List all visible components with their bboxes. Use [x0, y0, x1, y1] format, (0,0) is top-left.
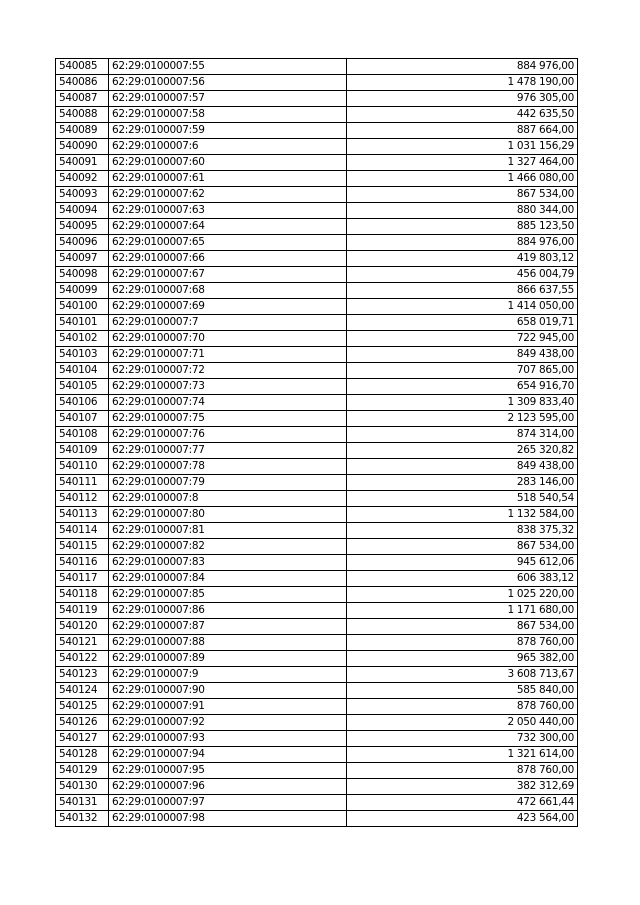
cadastral-number-cell: 62:29:0100007:9	[109, 667, 347, 683]
cadastral-value-cell: 423 564,00	[347, 811, 578, 827]
cadastral-value-cell: 867 534,00	[347, 619, 578, 635]
cadastral-number-cell: 62:29:0100007:55	[109, 59, 347, 75]
cadastral-number-cell: 62:29:0100007:7	[109, 315, 347, 331]
table-row	[56, 187, 578, 203]
row-number-cell: 540092	[56, 171, 109, 187]
row-number-cell: 540114	[56, 523, 109, 539]
cadastral-number-cell: 62:29:0100007:65	[109, 235, 347, 251]
cadastral-number-cell: 62:29:0100007:71	[109, 347, 347, 363]
cadastral-number-cell: 62:29:0100007:61	[109, 171, 347, 187]
row-number-cell: 540095	[56, 219, 109, 235]
cadastral-number-cell: 62:29:0100007:97	[109, 795, 347, 811]
row-number-cell: 540102	[56, 331, 109, 347]
cadastral-value-cell: 887 664,00	[347, 123, 578, 139]
table-row	[56, 123, 578, 139]
table-row	[56, 795, 578, 811]
cadastral-value-cell: 849 438,00	[347, 459, 578, 475]
row-number-cell: 540101	[56, 315, 109, 331]
row-number-cell: 540097	[56, 251, 109, 267]
cadastral-number-cell: 62:29:0100007:57	[109, 91, 347, 107]
cadastral-value-cell: 658 019,71	[347, 315, 578, 331]
cadastral-number-cell: 62:29:0100007:75	[109, 411, 347, 427]
row-number-cell: 540109	[56, 443, 109, 459]
table-row	[56, 555, 578, 571]
cadastral-number-cell: 62:29:0100007:91	[109, 699, 347, 715]
table-row	[56, 523, 578, 539]
row-number-cell: 540085	[56, 59, 109, 75]
table-row	[56, 267, 578, 283]
table-row	[56, 315, 578, 331]
cadastral-value-cell: 878 760,00	[347, 699, 578, 715]
table-row	[56, 651, 578, 667]
cadastral-number-cell: 62:29:0100007:92	[109, 715, 347, 731]
cadastral-number-cell: 62:29:0100007:64	[109, 219, 347, 235]
cadastral-value-cell: 2 050 440,00	[347, 715, 578, 731]
row-number-cell: 540119	[56, 603, 109, 619]
cadastral-value-cell: 1 414 050,00	[347, 299, 578, 315]
table-row	[56, 459, 578, 475]
cadastral-value-cell: 880 344,00	[347, 203, 578, 219]
cadastral-number-cell: 62:29:0100007:96	[109, 779, 347, 795]
table-row	[56, 731, 578, 747]
table-row	[56, 715, 578, 731]
table-row	[56, 747, 578, 763]
cadastral-number-cell: 62:29:0100007:88	[109, 635, 347, 651]
table-row	[56, 91, 578, 107]
row-number-cell: 540113	[56, 507, 109, 523]
table-row	[56, 491, 578, 507]
cadastral-number-cell: 62:29:0100007:66	[109, 251, 347, 267]
cadastral-value-cell: 419 803,12	[347, 251, 578, 267]
row-number-cell: 540120	[56, 619, 109, 635]
row-number-cell: 540108	[56, 427, 109, 443]
table-row	[56, 475, 578, 491]
cadastral-number-cell: 62:29:0100007:62	[109, 187, 347, 203]
table-row	[56, 443, 578, 459]
cadastral-value-cell: 722 945,00	[347, 331, 578, 347]
cadastral-value-cell: 1 132 584,00	[347, 507, 578, 523]
cadastral-number-cell: 62:29:0100007:70	[109, 331, 347, 347]
cadastral-value-cell: 1 171 680,00	[347, 603, 578, 619]
table-row	[56, 331, 578, 347]
cadastral-number-cell: 62:29:0100007:56	[109, 75, 347, 91]
table-row	[56, 171, 578, 187]
cadastral-value-cell: 1 466 080,00	[347, 171, 578, 187]
cadastral-value-cell: 732 300,00	[347, 731, 578, 747]
row-number-cell: 540088	[56, 107, 109, 123]
cadastral-value-cell: 283 146,00	[347, 475, 578, 491]
table-row	[56, 667, 578, 683]
table-row	[56, 763, 578, 779]
cadastral-value-cell: 3 608 713,67	[347, 667, 578, 683]
table-row	[56, 571, 578, 587]
cadastral-number-cell: 62:29:0100007:78	[109, 459, 347, 475]
cadastral-number-cell: 62:29:0100007:85	[109, 587, 347, 603]
row-number-cell: 540106	[56, 395, 109, 411]
table-row	[56, 411, 578, 427]
table-body	[56, 59, 578, 827]
row-number-cell: 540103	[56, 347, 109, 363]
cadastral-value-cell: 838 375,32	[347, 523, 578, 539]
cadastral-number-cell: 62:29:0100007:6	[109, 139, 347, 155]
cadastral-number-cell: 62:29:0100007:93	[109, 731, 347, 747]
table-row	[56, 219, 578, 235]
cadastral-number-cell: 62:29:0100007:84	[109, 571, 347, 587]
table-row	[56, 539, 578, 555]
row-number-cell: 540129	[56, 763, 109, 779]
cadastral-number-cell: 62:29:0100007:72	[109, 363, 347, 379]
row-number-cell: 540110	[56, 459, 109, 475]
cadastral-value-cell: 442 635,50	[347, 107, 578, 123]
cadastral-number-cell: 62:29:0100007:79	[109, 475, 347, 491]
cadastral-number-cell: 62:29:0100007:69	[109, 299, 347, 315]
row-number-cell: 540127	[56, 731, 109, 747]
cadastral-number-cell: 62:29:0100007:77	[109, 443, 347, 459]
table-row	[56, 379, 578, 395]
cadastral-value-cell: 518 540,54	[347, 491, 578, 507]
table-row	[56, 507, 578, 523]
row-number-cell: 540089	[56, 123, 109, 139]
cadastral-value-cell: 878 760,00	[347, 763, 578, 779]
row-number-cell: 540093	[56, 187, 109, 203]
table-row	[56, 299, 578, 315]
cadastral-value-cell: 1 321 614,00	[347, 747, 578, 763]
row-number-cell: 540125	[56, 699, 109, 715]
cadastral-value-cell: 965 382,00	[347, 651, 578, 667]
table-row	[56, 603, 578, 619]
row-number-cell: 540098	[56, 267, 109, 283]
cadastral-value-cell: 867 534,00	[347, 539, 578, 555]
cadastral-value-cell: 1 327 464,00	[347, 155, 578, 171]
cadastral-value-cell: 1 309 833,40	[347, 395, 578, 411]
row-number-cell: 540132	[56, 811, 109, 827]
cadastral-number-cell: 62:29:0100007:86	[109, 603, 347, 619]
table-row	[56, 427, 578, 443]
cadastral-value-cell: 472 661,44	[347, 795, 578, 811]
cadastral-number-cell: 62:29:0100007:67	[109, 267, 347, 283]
row-number-cell: 540086	[56, 75, 109, 91]
table-row	[56, 235, 578, 251]
cadastral-number-cell: 62:29:0100007:60	[109, 155, 347, 171]
row-number-cell: 540124	[56, 683, 109, 699]
cadastral-number-cell: 62:29:0100007:68	[109, 283, 347, 299]
cadastral-number-cell: 62:29:0100007:98	[109, 811, 347, 827]
cadastral-number-cell: 62:29:0100007:83	[109, 555, 347, 571]
row-number-cell: 540090	[56, 139, 109, 155]
row-number-cell: 540117	[56, 571, 109, 587]
cadastral-value-cell: 885 123,50	[347, 219, 578, 235]
row-number-cell: 540130	[56, 779, 109, 795]
cadastral-value-cell: 874 314,00	[347, 427, 578, 443]
row-number-cell: 540122	[56, 651, 109, 667]
cadastral-number-cell: 62:29:0100007:74	[109, 395, 347, 411]
row-number-cell: 540131	[56, 795, 109, 811]
cadastral-number-cell: 62:29:0100007:76	[109, 427, 347, 443]
row-number-cell: 540121	[56, 635, 109, 651]
cadastral-value-cell: 884 976,00	[347, 59, 578, 75]
table-row	[56, 683, 578, 699]
row-number-cell: 540105	[56, 379, 109, 395]
cadastral-value-cell: 878 760,00	[347, 635, 578, 651]
table-row	[56, 363, 578, 379]
table-row	[56, 59, 578, 75]
cadastral-number-cell: 62:29:0100007:58	[109, 107, 347, 123]
table-row	[56, 75, 578, 91]
cadastral-number-cell: 62:29:0100007:73	[109, 379, 347, 395]
cadastral-value-cell: 2 123 595,00	[347, 411, 578, 427]
table-row	[56, 107, 578, 123]
cadastral-number-cell: 62:29:0100007:95	[109, 763, 347, 779]
cadastral-value-cell: 606 383,12	[347, 571, 578, 587]
row-number-cell: 540087	[56, 91, 109, 107]
cadastral-value-cell: 884 976,00	[347, 235, 578, 251]
cadastral-value-table	[55, 58, 578, 827]
row-number-cell: 540096	[56, 235, 109, 251]
table-row	[56, 347, 578, 363]
cadastral-number-cell: 62:29:0100007:89	[109, 651, 347, 667]
cadastral-number-cell: 62:29:0100007:59	[109, 123, 347, 139]
cadastral-value-cell: 265 320,82	[347, 443, 578, 459]
cadastral-value-cell: 654 916,70	[347, 379, 578, 395]
row-number-cell: 540091	[56, 155, 109, 171]
cadastral-value-cell: 976 305,00	[347, 91, 578, 107]
cadastral-number-cell: 62:29:0100007:8	[109, 491, 347, 507]
row-number-cell: 540123	[56, 667, 109, 683]
table-row	[56, 251, 578, 267]
row-number-cell: 540128	[56, 747, 109, 763]
table-row	[56, 811, 578, 827]
cadastral-value-cell: 1 478 190,00	[347, 75, 578, 91]
row-number-cell: 540116	[56, 555, 109, 571]
row-number-cell: 540118	[56, 587, 109, 603]
cadastral-number-cell: 62:29:0100007:81	[109, 523, 347, 539]
cadastral-number-cell: 62:29:0100007:80	[109, 507, 347, 523]
cadastral-value-cell: 849 438,00	[347, 347, 578, 363]
cadastral-value-cell: 382 312,69	[347, 779, 578, 795]
row-number-cell: 540100	[56, 299, 109, 315]
cadastral-value-cell: 1 031 156,29	[347, 139, 578, 155]
row-number-cell: 540107	[56, 411, 109, 427]
cadastral-number-cell: 62:29:0100007:63	[109, 203, 347, 219]
row-number-cell: 540104	[56, 363, 109, 379]
cadastral-value-cell: 867 534,00	[347, 187, 578, 203]
cadastral-number-cell: 62:29:0100007:90	[109, 683, 347, 699]
cadastral-value-cell: 866 637,55	[347, 283, 578, 299]
table-row	[56, 155, 578, 171]
cadastral-number-cell: 62:29:0100007:82	[109, 539, 347, 555]
table-row	[56, 395, 578, 411]
cadastral-value-cell: 585 840,00	[347, 683, 578, 699]
cadastral-value-cell: 945 612,06	[347, 555, 578, 571]
table-row	[56, 699, 578, 715]
table-row	[56, 587, 578, 603]
table-row	[56, 779, 578, 795]
row-number-cell: 540099	[56, 283, 109, 299]
row-number-cell: 540126	[56, 715, 109, 731]
row-number-cell: 540112	[56, 491, 109, 507]
cadastral-value-cell: 1 025 220,00	[347, 587, 578, 603]
table-row	[56, 203, 578, 219]
row-number-cell: 540094	[56, 203, 109, 219]
row-number-cell: 540111	[56, 475, 109, 491]
cadastral-number-cell: 62:29:0100007:94	[109, 747, 347, 763]
cadastral-value-cell: 456 004,79	[347, 267, 578, 283]
cadastral-number-cell: 62:29:0100007:87	[109, 619, 347, 635]
table-row	[56, 619, 578, 635]
row-number-cell: 540115	[56, 539, 109, 555]
cadastral-value-cell: 707 865,00	[347, 363, 578, 379]
table-row	[56, 635, 578, 651]
table-row	[56, 139, 578, 155]
table-row	[56, 283, 578, 299]
